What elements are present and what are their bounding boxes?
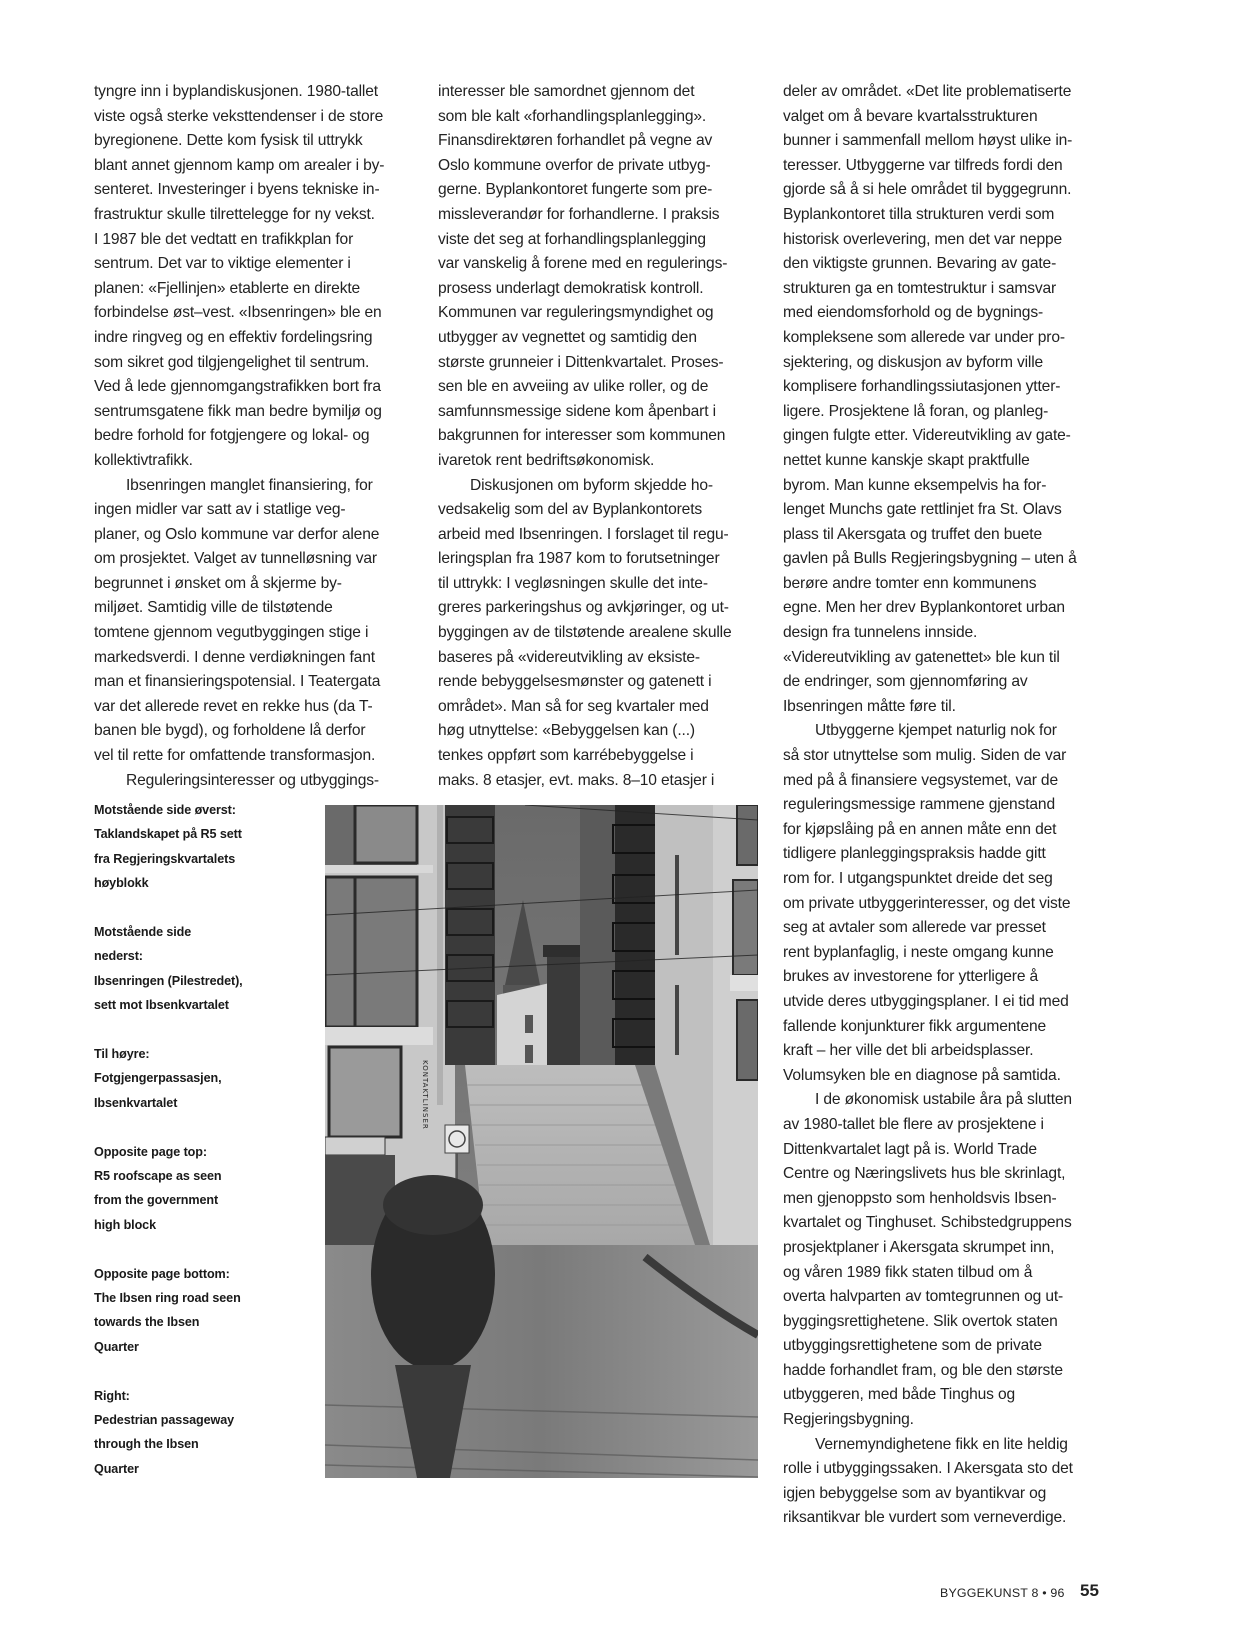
text-line: av 1980-tallet ble flere av prosjektene i (783, 1115, 1044, 1133)
caption-line: from the government (94, 1193, 219, 1208)
caption-line: Motstående side øverst: (94, 803, 236, 817)
text-line: utbygger av vegnettet og samtidig den (438, 328, 697, 346)
text-line: senteret. Investeringer i byens tekniske in- (94, 181, 380, 199)
text-line: rom for. I utgangspunktet dreide det seg (783, 870, 1053, 887)
text-line: samfunnsmessige sidene kom åpenbart i (438, 402, 716, 420)
text-line: missleverandør for forhandlerne. I praksis (438, 205, 720, 223)
magazine-issue-label: BYGGEKUNST 8 • 96 (940, 1586, 1065, 1600)
text-column-1 (94, 80, 424, 793)
text-line: viste det seg at forhandlingsplanlegging (438, 230, 706, 248)
page-number: 55 (1080, 1581, 1099, 1600)
photo-illustration (325, 805, 758, 1478)
caption-line: Quarter (94, 1339, 139, 1354)
caption-line: high block (94, 1217, 156, 1232)
text-line: nettet kunne kanskje skapt praktfulle (783, 451, 1030, 469)
text-line: byggingsrettighetene. Slik overtok staten (783, 1312, 1058, 1330)
text-line: byggingen av de tilstøtende arealene skulle (438, 624, 732, 642)
svg-text:KONTAKTLINSER: KONTAKTLINSER (421, 1060, 429, 1130)
text-line: rende bebyggelsesmønster og gatenett i (438, 673, 712, 691)
caption-line: fra Regjeringskvartalets (94, 851, 236, 866)
caption-line: Right: (94, 1388, 130, 1403)
text-line: ligere. Prosjektene lå foran, og planleg- (783, 402, 1049, 420)
text-line: om private utbyggerinteresser, og det viste (783, 894, 1071, 912)
caption-line: The Ibsen ring road seen (94, 1291, 241, 1306)
text-line: kompleksene som allerede var under pro- (783, 328, 1065, 346)
text-line: indre ringveg og en effektiv fordelingsring (94, 328, 373, 346)
text-line: området». Man så for seg kvartaler med (438, 697, 709, 715)
text-line: så stor utnyttelse som mulig. Siden de var (783, 747, 1067, 765)
caption-line: Motstående side (94, 925, 192, 940)
text-line: miljøet. Samtidig ville de tilstøtende (94, 599, 333, 617)
text-line: strukturen ga en tomtestruktur i samsvar (783, 279, 1057, 297)
text-line: Vernemyndighetene fikk en lite heldig (815, 1435, 1068, 1453)
caption-block (94, 920, 294, 1018)
text-line: kvartalet og Tinghuset. Schibstedgruppens (783, 1214, 1072, 1232)
text-line: sentrumsgatene fikk man bedre bymiljø og (94, 402, 382, 420)
text-line: planen: «Fjellinjen» etablerte en direkte (94, 279, 361, 297)
text-line: komplisere forhandlingssiutasjonen ytter- (783, 378, 1061, 396)
text-column-2 (438, 80, 768, 793)
caption-line: sett mot Ibsenkvartalet (94, 998, 229, 1013)
text-line: Oslo kommune overfor de private utbyg- (438, 156, 711, 174)
text-line: leringsplan fra 1987 kom to forutsetninger (438, 550, 720, 568)
text-line: bunner i sammenfall mellom høyst ulike in- (783, 132, 1073, 150)
text-line: vel til rette for omfattende transformasjon. (94, 747, 376, 765)
text-line: om prosjektet. Valget av tunnelløsning var (94, 550, 377, 568)
text-line: baseres på «videreutvikling av eksiste- (438, 648, 700, 666)
text-line: berøre andre tomter enn kommunens (783, 574, 1037, 592)
text-line: begrunnet i ønsket om å skjerme by- (94, 574, 342, 592)
caption-block (94, 1140, 294, 1238)
text-line: de endringer, som gjennomføring av (783, 673, 1028, 691)
text-line: rolle i utbyggingssaken. I Akersgata sto det (783, 1460, 1073, 1478)
text-line: historisk overlevering, men det var neppe (783, 230, 1063, 248)
text-line: design fra tunnelens innside. (783, 624, 978, 642)
text-line: Finansdirektøren forhandlet på vegne av (438, 132, 713, 150)
text-column-3 (783, 80, 1123, 1531)
text-line: byregionene. Dette kom fysisk til uttrykk (94, 132, 363, 150)
caption-block (94, 1384, 294, 1482)
text-line: Reguleringsinteresser og utbyggings- (126, 771, 379, 789)
caption-block (94, 1262, 294, 1360)
text-line: valget om å bevare kvartalsstrukturen (783, 107, 1038, 125)
caption-line: Pedestrian passageway (94, 1413, 235, 1428)
caption-line: Opposite page top: (94, 1144, 207, 1159)
photo-pedestrian-passageway (325, 805, 758, 1478)
photo-captions (94, 798, 294, 1506)
text-line: Dittenkvartalet lagt på is. World Trade (783, 1140, 1037, 1158)
caption-line: R5 roofscape as seen (94, 1169, 222, 1184)
text-line: Byplankontoret tilla strukturen verdi som (783, 205, 1055, 223)
text-line: var vanskelig å forene med en regulerings- (438, 255, 728, 273)
text-line: for kjøpslåing på en annen måte enn det (783, 820, 1057, 838)
caption-line: Taklandskapet på R5 sett (94, 827, 242, 842)
text-line: prosjektplaner i Akersgata skrumpet inn, (783, 1238, 1055, 1256)
text-line: utbyggeren, med både Tinghus og (783, 1386, 1016, 1404)
text-line: I de økonomisk ustabile åra på slutten (815, 1091, 1072, 1109)
text-line: kollektivtrafikk. (94, 451, 193, 469)
text-line: Ved å lede gjennomgangstrafikken bort fra (94, 378, 381, 396)
text-line: banen ble bygd), og forholdene lå derfor (94, 722, 366, 740)
text-line: som sikret god tilgjengelighet til sentrum. (94, 353, 370, 371)
caption-line: høyblokk (94, 876, 149, 891)
text-line: sentrum. Det var to viktige elementer i (94, 255, 351, 273)
text-line: kraft – her ville det bli arbeidsplasser. (783, 1042, 1034, 1060)
text-line: teresser. Utbyggerne var tilfreds fordi den (783, 156, 1063, 174)
caption-block (94, 1042, 294, 1115)
caption-block (94, 798, 294, 896)
text-line: gjorde så å si hele området til byggegrunn. (783, 181, 1072, 199)
caption-line: Til høyre: (94, 1047, 150, 1062)
text-line: Utbyggerne kjempet naturlig nok for (815, 722, 1057, 740)
text-line: Regjeringsbygning. (783, 1411, 914, 1429)
text-line: riksantikvar ble vurdert som verneverdige. (783, 1509, 1067, 1527)
text-line: brukes av investorene for ytterligere å (783, 968, 1039, 986)
caption-line: Ibsenkvartalet (94, 1095, 178, 1110)
caption-line: Fotgjengerpassasjen, (94, 1071, 222, 1086)
caption-line: Quarter (94, 1461, 139, 1476)
text-line: fallende konjunkturer fikk argumentene (783, 1017, 1047, 1035)
caption-line: nederst: (94, 949, 143, 964)
text-line: planer, og Oslo kommune var derfor alene (94, 525, 380, 543)
text-line: og våren 1989 fikk staten tilbud om å (783, 1263, 1033, 1281)
text-line: tyngre inn i byplandiskusjonen. 1980-tallet (94, 83, 378, 100)
text-line: egne. Men her drev Byplankontoret urban (783, 599, 1065, 617)
text-line: utvide deres utbyggingsplaner. I ei tid med (783, 992, 1069, 1010)
text-line: Ibsenringen manglet finansiering, for (126, 476, 373, 494)
text-line: prosess underlagt demokratisk kontroll. (438, 279, 704, 297)
caption-line: towards the Ibsen (94, 1315, 200, 1330)
text-line: tomtene gjennom vegutbyggingen stige i (94, 624, 369, 642)
text-line: til uttrykk: I vegløsningen skulle det inte- (438, 574, 708, 592)
text-line: ivaretok rent bedriftsøkonomisk. (438, 451, 655, 469)
text-line: arbeid med Ibsenringen. I forslaget til regu- (438, 525, 729, 543)
text-line: største grunneier i Dittenkvartalet. Proses- (438, 353, 724, 371)
text-line: bakgrunnen for interesser som kommunen (438, 427, 726, 445)
text-line: byrom. Man kunne eksempelvis ha for- (783, 476, 1047, 494)
text-line: greres parkeringshus og avkjøringer, og ut- (438, 599, 729, 617)
text-line: bedre forhold for fotgjengere og lokal- og (94, 427, 370, 445)
text-line: Centre og Næringslivets hus ble skrinlagt, (783, 1165, 1066, 1183)
caption-line: through the Ibsen (94, 1437, 199, 1452)
text-line: «Videreutvikling av gatenettet» ble kun til (783, 648, 1060, 666)
text-line: plass til Akersgata og truffet den buete (783, 525, 1042, 543)
text-line: tidligere planleggingspraksis hadde gitt (783, 845, 1046, 863)
text-line: tenkes oppført som karrébebyggelse i (438, 747, 694, 765)
text-line: sen ble en avveiing av ulike roller, og de (438, 378, 709, 396)
text-line: viste også sterke veksttendenser i de store (94, 107, 384, 125)
caption-line: Opposite page bottom: (94, 1266, 230, 1281)
text-line: hadde forhandlet fram, og ble den største (783, 1361, 1063, 1379)
text-line: overta halvparten av tomtegrunnen og ut- (783, 1288, 1064, 1306)
text-line: deler av området. «Det lite problematiserte (783, 83, 1072, 100)
text-line: sjektering, og diskusjon av byform ville (783, 353, 1044, 371)
text-line: gingen fulgte etter. Videreutvikling av gate- (783, 427, 1071, 445)
text-line: igjen bebyggelse som av byantikvar og (783, 1484, 1047, 1502)
text-line: vedsakelig som del av Byplankontorets (438, 501, 703, 519)
caption-line: Ibsenringen (Pilestredet), (94, 973, 243, 988)
text-line: reguleringsmessige rammene gjenstand (783, 796, 1055, 814)
text-line: høg utnyttelse: «Bebyggelsen kan (...) (438, 722, 695, 740)
text-line: den viktigste grunnen. Bevaring av gate- (783, 255, 1057, 273)
text-line: frastruktur skulle tilrettelegge for ny vekst. (94, 205, 375, 223)
text-line: var det allerede revet en rekke hus (da T- (94, 697, 373, 715)
text-line: gerne. Byplankontoret fungerte som pre- (438, 181, 713, 199)
text-line: interesser ble samordnet gjennom det (438, 83, 695, 100)
text-line: I 1987 ble det vedtatt en trafikkplan for (94, 230, 354, 248)
text-line: maks. 8 etasjer, evt. maks. 8–10 etasjer i (438, 771, 715, 789)
text-line: blant annet gjennom kamp om arealer i by- (94, 156, 385, 174)
text-line: men gjenoppsto som henholdsvis Ibsen- (783, 1189, 1057, 1207)
text-line: med på å finansiere vegsystemet, var de (783, 771, 1058, 789)
text-line: forbindelse øst–vest. «Ibsenringen» ble en (94, 304, 382, 322)
text-line: rent byplanfaglig, i neste omgang kunne (783, 943, 1054, 961)
text-line: Diskusjonen om byform skjedde ho- (470, 476, 713, 494)
text-line: Ibsenringen måtte føre til. (783, 697, 956, 715)
text-line: utbyggingsrettighetene som de private (783, 1337, 1042, 1355)
text-line: gavlen på Bulls Regjeringsbygning – uten å (783, 550, 1077, 568)
text-line: med eiendomsforhold og de bygnings- (783, 304, 1044, 322)
text-line: Kommunen var reguleringsmyndighet og (438, 304, 714, 322)
text-line: Volumsyken ble en diagnose på samtida. (783, 1066, 1061, 1084)
text-line: ingen midler var satt av i statlige veg- (94, 501, 346, 519)
text-line: markedsverdi. I denne verdiøkningen fant (94, 648, 375, 666)
text-line: lenget Munchs gate rettlinjet fra St. Olavs (783, 501, 1062, 519)
text-line: som ble kalt «forhandlingsplanlegging». (438, 107, 707, 125)
text-line: man et finansieringspotensial. I Teatergata (94, 673, 381, 691)
text-line: seg at avtaler som allerede var presset (783, 919, 1046, 937)
